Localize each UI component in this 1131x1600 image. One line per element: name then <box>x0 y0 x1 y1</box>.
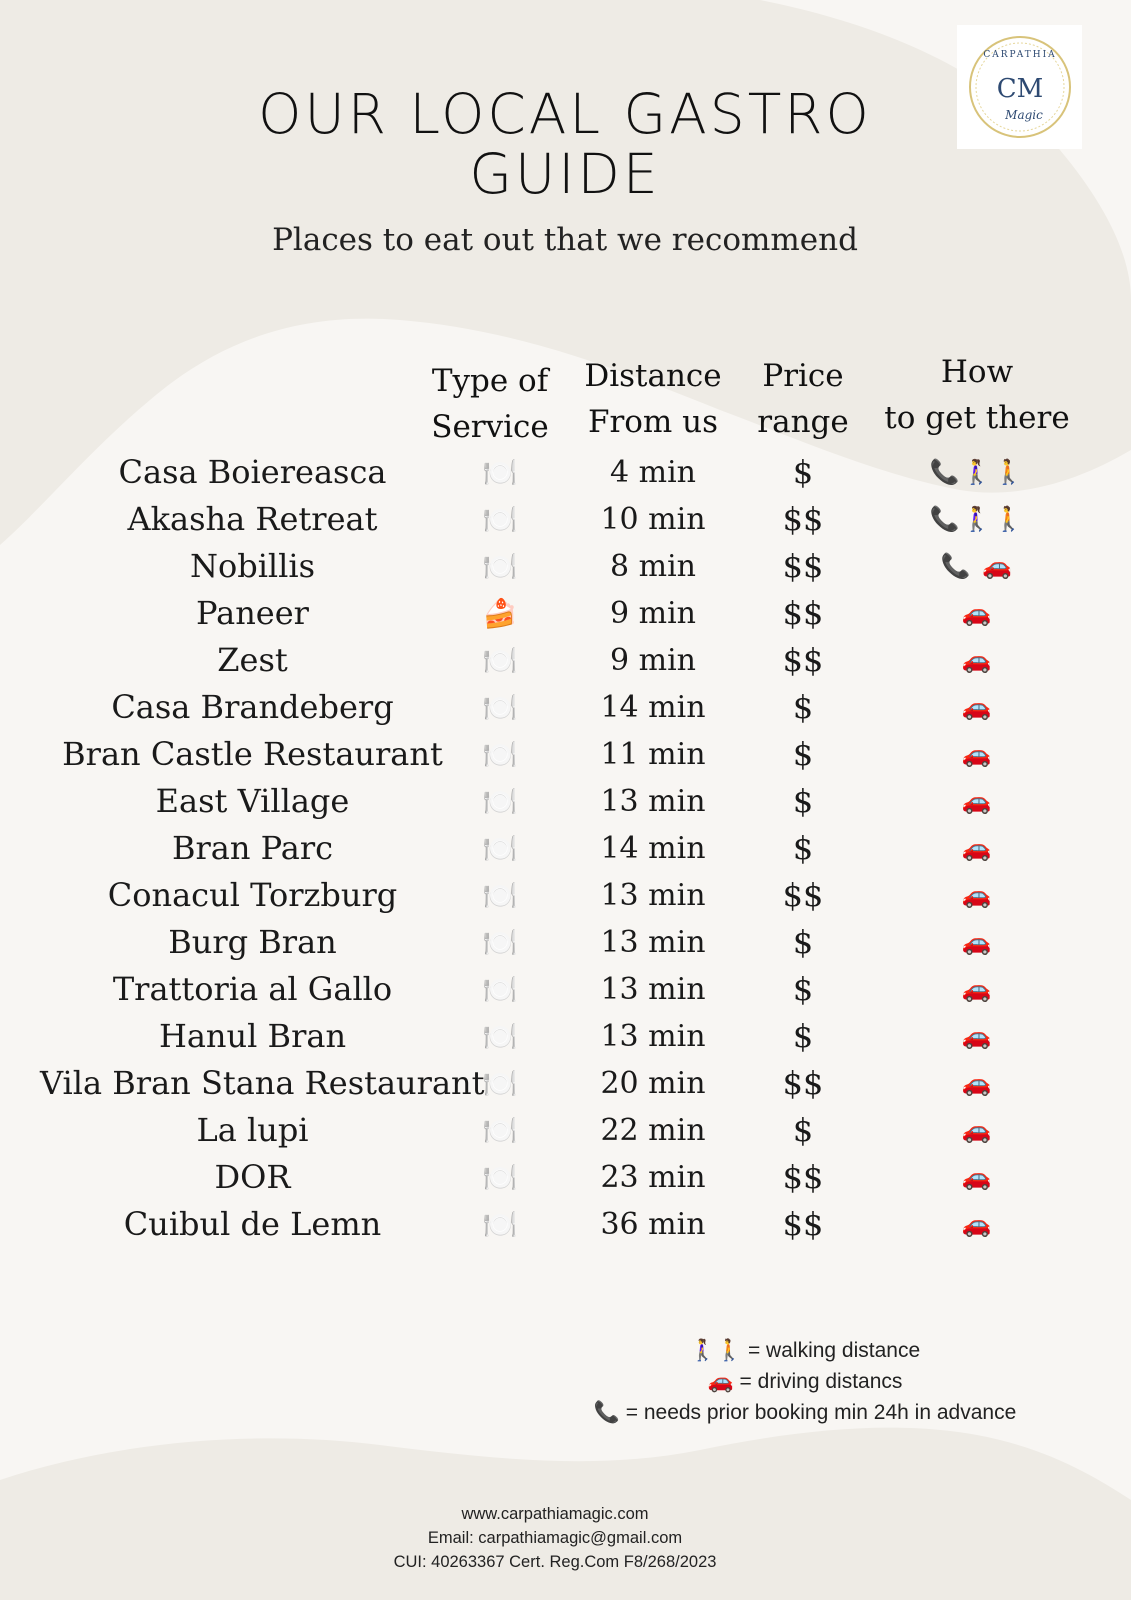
distance-value: 14 min <box>600 690 706 725</box>
column-header-distance <box>566 353 740 445</box>
column-header-distance-line-1: Distance <box>584 358 722 394</box>
column-header-type-line-1: Type of <box>431 363 549 399</box>
transport-icons: 🚗 <box>961 975 994 1003</box>
column-header-how-line-2: to get there <box>884 400 1070 436</box>
transport-icons: 🚗 <box>961 1163 994 1191</box>
restaurant-name: Cuibul de Lemn <box>123 1205 382 1243</box>
restaurant-name: DOR <box>214 1158 291 1196</box>
restaurant-name: La lupi <box>196 1111 309 1149</box>
price-range: $ <box>792 782 814 820</box>
transport-icons: 🚗 <box>961 1210 994 1238</box>
table-row <box>0 731 1131 778</box>
logo-emblem <box>964 31 1076 143</box>
price-range: $ <box>792 1111 814 1149</box>
transport-icons: 📞🚶‍♀️🚶 <box>929 505 1026 533</box>
price-range: $$ <box>782 500 824 538</box>
table-row <box>0 543 1131 590</box>
service-type-icon: 🍽️ <box>482 832 518 865</box>
distance-value: 14 min <box>600 831 706 866</box>
transport-icons: 🚗 <box>961 599 994 627</box>
service-type-icon: 🍽️ <box>482 456 518 489</box>
distance-value: 20 min <box>600 1066 706 1101</box>
service-type-icon: 🍽️ <box>482 785 518 818</box>
service-type-icon: 🍽️ <box>482 503 518 536</box>
table-row <box>0 825 1131 872</box>
price-range: $ <box>792 829 814 867</box>
price-range: $ <box>792 923 814 961</box>
price-range: $ <box>792 1017 814 1055</box>
footer <box>255 1502 855 1574</box>
service-type-icon: 🍽️ <box>482 1020 518 1053</box>
page-title-line-1: OUR LOCAL GASTRO <box>258 82 872 146</box>
table-row <box>0 778 1131 825</box>
legend-walking: 🚶‍♀️🚶 = walking distance <box>689 1339 921 1362</box>
distance-value: 8 min <box>610 549 696 584</box>
table-row <box>0 637 1131 684</box>
footer-registration: CUI: 40263367 Cert. Reg.Com F8/268/2023 <box>393 1553 717 1571</box>
restaurant-name: Conacul Torzburg <box>107 876 398 914</box>
distance-value: 9 min <box>610 596 696 631</box>
page-title-line-2: GUIDE <box>469 142 661 206</box>
footer-website: www.carpathiamagic.com <box>461 1505 649 1523</box>
table-row <box>0 1107 1131 1154</box>
column-header-price-line-1: Price <box>762 358 844 394</box>
distance-value: 13 min <box>600 1019 706 1054</box>
restaurant-name: Paneer <box>196 594 309 632</box>
price-range: $ <box>792 735 814 773</box>
price-range: $ <box>792 688 814 726</box>
column-header-how-line-1: How <box>940 354 1014 390</box>
column-header-how <box>872 349 1082 441</box>
table-row <box>0 966 1131 1013</box>
transport-icons: 🚗 <box>961 787 994 815</box>
service-type-icon: 🍽️ <box>482 644 518 677</box>
service-type-icon: 🍰 <box>482 597 518 630</box>
restaurant-name: Trattoria al Gallo <box>112 970 393 1008</box>
price-range: $ <box>792 453 814 491</box>
restaurant-name: Zest <box>217 641 288 679</box>
distance-value: 10 min <box>600 502 706 537</box>
restaurant-name: Casa Boiereasca <box>118 453 387 491</box>
logo-line-top: CARPATHIA <box>982 50 1057 60</box>
restaurant-name: East Village <box>155 782 350 820</box>
page-subtitle: Places to eat out that we recommend <box>272 222 858 258</box>
transport-icons: 🚗 <box>961 881 994 909</box>
price-range: $$ <box>782 1205 824 1243</box>
transport-icons: 📞🚶‍♀️🚶 <box>929 458 1026 486</box>
table-row <box>0 1201 1131 1248</box>
service-type-icon: 🍽️ <box>482 879 518 912</box>
distance-value: 36 min <box>600 1207 706 1242</box>
footer-email: Email: carpathiamagic@gmail.com <box>427 1529 683 1547</box>
service-type-icon: 🍽️ <box>482 1208 518 1241</box>
column-header-type <box>420 358 560 450</box>
table-row <box>0 1154 1131 1201</box>
table-row <box>0 1060 1131 1107</box>
restaurant-name: Vila Bran Stana Restaurant <box>40 1064 485 1102</box>
transport-icons: 🚗 <box>961 834 994 862</box>
page-title <box>160 84 970 204</box>
transport-icons: 📞 🚗 <box>940 552 1015 580</box>
price-range: $ <box>792 970 814 1008</box>
distance-value: 9 min <box>610 643 696 678</box>
column-header-distance-line-2: From us <box>587 404 719 440</box>
transport-icons: 🚗 <box>961 1069 994 1097</box>
distance-value: 13 min <box>600 925 706 960</box>
legend <box>540 1335 1070 1428</box>
transport-icons: 🚗 <box>961 740 994 768</box>
price-range: $$ <box>782 547 824 585</box>
restaurant-table <box>0 449 1131 1248</box>
table-row <box>0 872 1131 919</box>
service-type-icon: 🍽️ <box>482 1114 518 1147</box>
table-row <box>0 1013 1131 1060</box>
column-header-type-line-2: Service <box>431 409 549 445</box>
service-type-icon: 🍽️ <box>482 691 518 724</box>
service-type-icon: 🍽️ <box>482 738 518 771</box>
transport-icons: 🚗 <box>961 928 994 956</box>
table-row <box>0 496 1131 543</box>
transport-icons: 🚗 <box>961 693 994 721</box>
transport-icons: 🚗 <box>961 646 994 674</box>
column-header-price-line-2: range <box>757 404 849 440</box>
price-range: $$ <box>782 1064 824 1102</box>
distance-value: 11 min <box>600 737 706 772</box>
price-range: $$ <box>782 1158 824 1196</box>
restaurant-name: Nobillis <box>189 547 316 585</box>
legend-booking: 📞 = needs prior booking min 24h in advance <box>593 1401 1017 1424</box>
service-type-icon: 🍽️ <box>482 1161 518 1194</box>
restaurant-name: Akasha Retreat <box>127 500 378 538</box>
distance-value: 22 min <box>600 1113 706 1148</box>
restaurant-name: Bran Castle Restaurant <box>62 735 443 773</box>
distance-value: 13 min <box>600 784 706 819</box>
service-type-icon: 🍽️ <box>482 550 518 583</box>
brand-logo <box>957 25 1082 149</box>
distance-value: 13 min <box>600 972 706 1007</box>
table-row <box>0 590 1131 637</box>
legend-driving: 🚗 = driving distancs <box>707 1370 903 1393</box>
restaurant-name: Burg Bran <box>168 923 337 961</box>
restaurant-name: Hanul Bran <box>158 1017 347 1055</box>
price-range: $$ <box>782 876 824 914</box>
transport-icons: 🚗 <box>961 1116 994 1144</box>
logo-monogram: CM <box>996 74 1043 104</box>
service-type-icon: 🍽️ <box>482 973 518 1006</box>
table-row <box>0 449 1131 496</box>
distance-value: 13 min <box>600 878 706 913</box>
table-row <box>0 684 1131 731</box>
restaurant-name: Bran Parc <box>171 829 334 867</box>
distance-value: 23 min <box>600 1160 706 1195</box>
price-range: $$ <box>782 641 824 679</box>
service-type-icon: 🍽️ <box>482 1067 518 1100</box>
restaurant-name: Casa Brandeberg <box>111 688 394 726</box>
transport-icons: 🚗 <box>961 1022 994 1050</box>
service-type-icon: 🍽️ <box>482 926 518 959</box>
column-header-price <box>745 353 861 445</box>
logo-line-bottom: Magic <box>1004 108 1043 122</box>
table-row <box>0 919 1131 966</box>
distance-value: 4 min <box>610 455 696 490</box>
price-range: $$ <box>782 594 824 632</box>
